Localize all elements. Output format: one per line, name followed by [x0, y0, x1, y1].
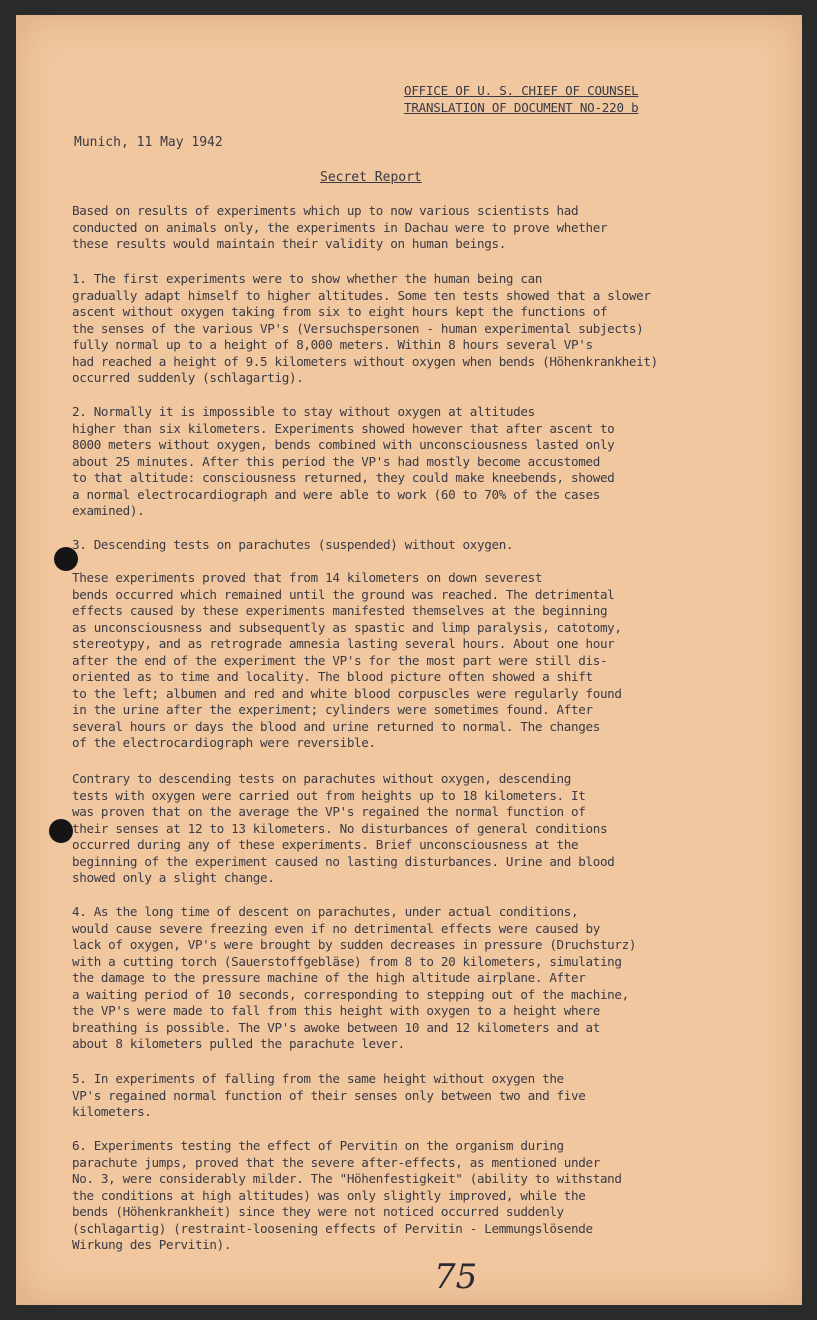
header-stamp: [404, 82, 638, 116]
handwritten-page-number: 75: [434, 1257, 478, 1297]
header-line-1: OFFICE OF U. S. CHIEF OF COUNSEL: [404, 83, 639, 98]
paragraph-3-body: These experiments proved that from 14 kilometers on down severest bends occurred which remained until the ground was reached. The detrimental effects caused by these experiments manifested themselves at the beginning as unconsciousness and subsequently as spastic and limp paralysis, catotomy, stereotypy, and as retrograde amnesia lasting several hours. About one hour after the end of the experiment the VP's for the most part were still dis- oriented as to time and locality. The blood picture often showed a shift to the left; albumen and red and white blood corpuscles were regularly found in the urine after the experiment; cylinders were sometimes found. After several hours or days the blood and urine returned to normal. The changes of the electrocardiograph were reversible.: [72, 570, 622, 750]
date-line: Munich, 11 May 1942: [74, 135, 223, 150]
paragraph-1: 1. The first experiments were to show whether the human being can gradually adapt himself to higher altitudes. Some ten tests showed that a slower ascent without oxygen taking from six to eight hours kept the functions of the senses of the various VP's (Versuchspersonen - human experimental subjects) fully normal up to a height of 8,000 meters. Within 8 hours several VP's had reached a height of 9.5 kilometers without oxygen when bends (Höhenkrankheit) occurred suddenly (schlagartig).: [72, 271, 658, 385]
paragraph-intro: Based on results of experiments which up to now various scientists had conducted on animals only, the experiments in Dachau were to prove whether these results would maintain their validity on human beings.: [72, 203, 608, 251]
document-page: [16, 15, 802, 1305]
page-title: Secret Report: [320, 170, 422, 185]
paragraph-2: 2. Normally it is impossible to stay without oxygen at altitudes higher than six kilometers. Experiments showed however that after ascent to 8000 meters without oxygen, bends combined with unconsciousness lasted only about 25 minutes. After this period the VP's had mostly become accustomed to that altitude: consciousness returned, they could make kneebends, showed a normal electrocardiograph and were able to work (60 to 70% of the cases examined).: [72, 404, 615, 518]
paragraph-3-oxygen: Contrary to descending tests on parachutes without oxygen, descending tests with oxygen were carried out from heights up to 18 kilometers. It was proven that on the average the VP's regained the normal function of their senses at 12 to 13 kilometers. No disturbances of general conditions occurred during any of these experiments. Brief unconsciousness at the beginning of the experiment caused no lasting disturbances. Urine and blood showed only a slight change.: [72, 771, 615, 885]
punch-hole-bottom: [49, 819, 73, 843]
paragraph-5: 5. In experiments of falling from the same height without oxygen the VP's regained normal function of their senses only between two and five kilometers.: [72, 1071, 586, 1119]
paragraph-6: 6. Experiments testing the effect of Pervitin on the organism during parachute jumps, proved that the severe after-effects, as mentioned under No. 3, were considerably milder. The "Höhenfestigkeit" (ability to withstand the conditions at high altitudes) was only slightly improved, while the bends (Höhenkrankheit) since they were not noticed occurred suddenly (schlagartig) (restraint-loosening effects of Pervitin - Lemmungslösende Wirkung des Pervitin).: [72, 1138, 622, 1252]
paragraph-4: 4. As the long time of descent on parachutes, under actual conditions, would cause severe freezing even if no detrimental effects were caused by lack of oxygen, VP's were brought by sudden decreases in pressure (Druchsturz) with a cutting torch (Sauerstoffgebläse) from 8 to 20 kilometers, simulating the damage to the pressure machine of the high altitude airplane. After a waiting period of 10 seconds, corresponding to stepping out of the machine, the VP's were made to fall from this height with oxygen to a height where breathing is possible. The VP's awoke between 10 and 12 kilometers and at about 8 kilometers pulled the parachute lever.: [72, 904, 637, 1051]
paragraph-3-heading: 3. Descending tests on parachutes (suspended) without oxygen.: [72, 537, 514, 552]
header-line-2: TRANSLATION OF DOCUMENT NO-220 b: [404, 100, 639, 115]
